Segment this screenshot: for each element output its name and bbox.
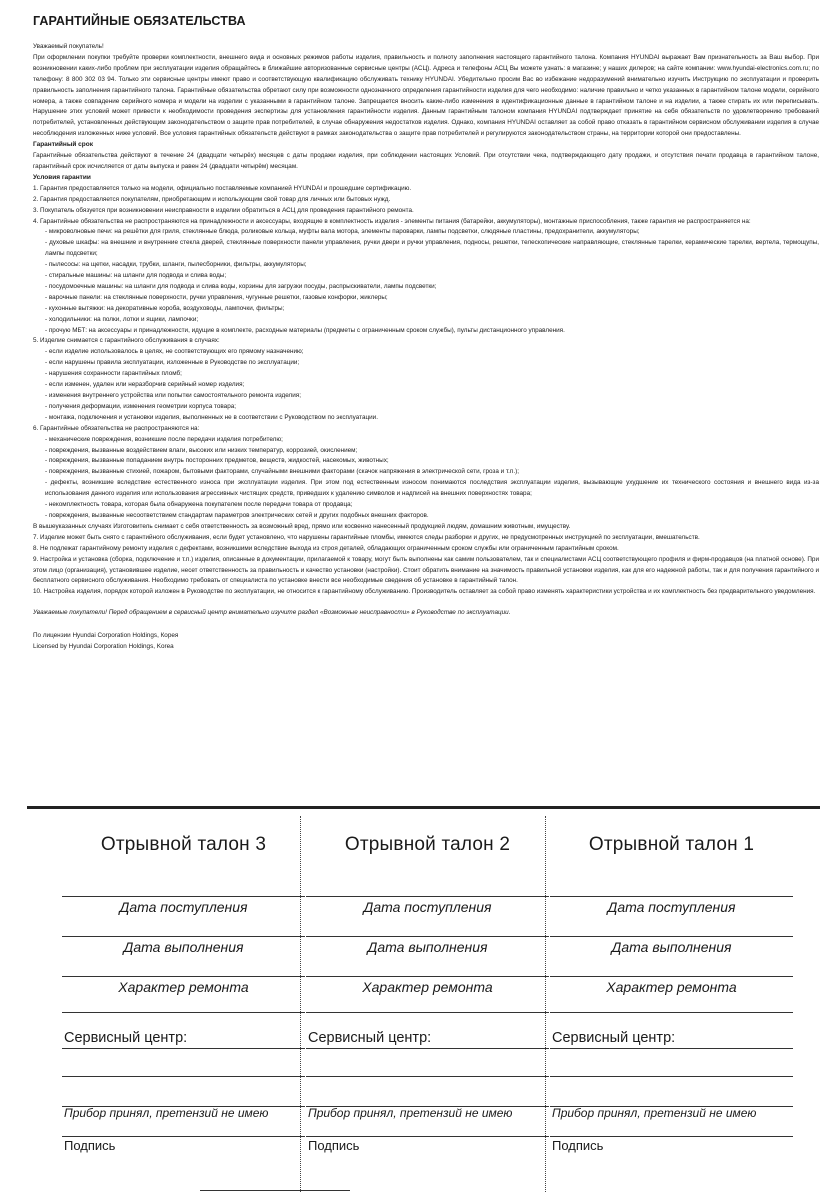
list-item: - повреждения, вызванные воздействием влаги, высоких или низких температур, коррозией, окислением; [45, 446, 358, 454]
date-received-label: Дата поступления [607, 899, 736, 915]
form-line [550, 896, 793, 897]
warranty-document [33, 14, 819, 653]
accepted-label: Прибор принял, претензий не имею [552, 1106, 757, 1120]
repair-type-label: Характер ремонта [606, 979, 737, 995]
form-line [62, 936, 305, 937]
form-line [306, 896, 549, 897]
form-line [306, 936, 549, 937]
service-center-label: Сервисный центр: [308, 1030, 432, 1046]
condition-6: 6. Гарантийные обязательства не распространяются на: [33, 424, 200, 432]
list-item: - посудомоечные машины: на шланги для подвода и слива воды, корзины для загрузки посуды, распрыскиватели, лампы подсветки; [45, 282, 437, 290]
form-line [550, 1076, 793, 1077]
list-item: - если изделие использовалось в целях, не соответствующих его прямому назначению; [45, 348, 304, 356]
list-item: - повреждения, вызванные несоответствием стандартам параметров электрических сетей и других подобных внешних факторов. [45, 511, 429, 519]
accepted-label: Прибор принял, претензий не имею [64, 1106, 269, 1120]
signature-label: Подпись [552, 1138, 604, 1153]
list-item: - прочую МБТ: на аксессуары и принадлежности, идущие в комплекте, расходные материалы (предметы с ограниченным сроком службы), пульты дистанционного управления. [45, 326, 565, 334]
form-line [306, 976, 549, 977]
form-line [550, 976, 793, 977]
form-line [550, 1136, 793, 1137]
form-line [550, 936, 793, 937]
list-item: - дефекты, возникшие вследствие естественного износа при эксплуатации изделия. При этом под естественным износом понимаются последствия эксплуатации изделия, вызывающие ухудшение их технического состояния и внешнего вида из-за использования данного изделия или использования агрессивных чистящих средств, приведших к удалению символов и надписей на внешних поверхностях товара; [45, 479, 819, 498]
form-line [62, 1076, 305, 1077]
tear-off-coupon-2 [306, 810, 549, 1192]
service-center-label: Сервисный центр: [552, 1030, 676, 1046]
page-title: ГАРАНТИЙНЫЕ ОБЯЗАТЕЛЬСТВА [33, 14, 246, 28]
form-line [62, 1136, 305, 1137]
list-item: - пылесосы: на щетки, насадки, трубки, шланги, пылесборники, фильтры, аккумуляторы; [45, 261, 307, 269]
signature-label: Подпись [308, 1138, 360, 1153]
date-completed-label: Дата выполнения [367, 939, 488, 955]
list-item: - некомплектность товара, которая была обнаружена покупателем после передачи товара от продавца; [45, 501, 353, 509]
form-line [62, 1012, 305, 1013]
condition-3: 3. Покупатель обязуется при возникновении неисправности в изделии обратиться в АСЦ для проведения гарантийного ремонта. [33, 206, 414, 214]
coupon-title: Отрывной талон 3 [100, 834, 267, 855]
intro-paragraph: При оформлении покупки требуйте проверки комплектности, внешнего вида и основных режимов работы изделия, правильность и полноту заполнения настоящего гарантийного талона. Компания HYUNDAI выражает Вам признательность за Ваш выбор. При возникновении каких-либо проблем при эксплуатации изделия обращайтесь в ближайшие авторизованные сервисные центры (АСЦ). Адреса и телефоны АСЦ Вы можете узнать: в магазине; у наших дилеров; на сайте компании: www.hyundai-electronics.com.ru; по телефону: 8 800 302 03 94. Только эти сервисные центры имеют право и соответствующую квалификацию обслуживать технику HYUNDAI. Убедительно просим Вас во избежание недоразумений внимательно изучить Инструкцию по эксплуатации и проверить правильность заполнения гарантийного талона. Гарантийные обязательства обретают силу при возможности однозначного определения гарантийности изделия для чего необходимо: наличие правильно и четко указанных в гарантийном талоне модели, серийного номера, а также совпадение серийного номера и модели на изделии с указанными в гарантийном талоне. Запрещается вносить какие-либо изменения в идентификационные данные в гарантийном талоне и на изделии, а также стирать их или переписывать. Нарушение этих условий может привести к необходимости проведения экспертизы для установления гарантийности изделия. Данным гарантийным талоном компания HYUNDAI подтверждает принятие на себя обязательств по удовлетворению требований потребителей, установленных действующим законодательством о защите прав потребителей, в случае обнаружения недостатков изделия. Однако, компания HYUNDAI оставляет за собой право отказать в гарантийном сервисном обслуживании изделия в случае несоблюдения изложенных ниже условий. Все условия гарантийных обязательств действуют в рамках законодательства о защите прав потребителей и регулируются законодательством страны, на территории которой они предоставлены. [33, 53, 819, 138]
list-item: - монтажа, подключения и установки изделия, выполненных не в соответствии с Руководством по эксплуатации. [45, 413, 378, 421]
list-item: - механические повреждения, возникшие после передачи изделия потребителю; [45, 435, 283, 443]
condition-10: 10. Настройка изделия, порядок которой изложен в Руководстве по эксплуатации, не относится к гарантийному обслуживанию. Производитель оставляет за собой право изменять характеристики устройства и их комплектность без предварительного уведомления. [33, 588, 816, 596]
condition-6-tail: В вышеуказанных случаях Изготовитель снимает с себя ответственность за возможный вред, прямо или косвенно нанесенный продукцией людям, домашним животным, имуществу. [33, 522, 571, 530]
bottom-line-stub [200, 1190, 350, 1191]
condition-4: 4. Гарантийные обязательства не распространяются на принадлежности и аксессуары, входящие в комплектность изделия - элементы питания (батарейки, аккумуляторы), монтажные приспособления, также гарантия не распространяется на: [33, 217, 751, 225]
repair-type-label: Характер ремонта [362, 979, 493, 995]
condition-1: 1. Гарантия предоставляется только на модели, официально поставляемые компанией HYUNDAI и прошедшие сертификацию. [33, 184, 412, 192]
warranty-period-text: Гарантийные обязательства действуют в течение 24 (двадцати четырёх) месяцев с даты продажи изделия, при соблюдении настоящих Условий. При отсутствии чека, подтверждающего дату продажи, и отсутствия печати продавца в гарантийном талоне, гарантийный срок исчисляется от даты выпуска и равен 24 (двадцати четырём) месяцам. [33, 152, 819, 170]
condition-9: 9. Настройка и установка (сборка, подключение и т.п.) изделия, описанные в документации, прилагаемой к товару, могут быть выполнены как самим пользователем, так и специалистами АСЦ соответствующего профиля и фирм-продавцов (на платной основе). При этом лицо (организация), установившее изделие, несет ответственность за правильность и качество установки (настройки). Стоит обратить внимание на значимость правильной установки изделия, как для его надежной работы, так и для получения гарантийного и бесплатного сервисного обслуживания. Необходимо требовать от специалиста по установке внести все необходимые сведения об установке в гарантийный талон. [33, 555, 819, 585]
form-line [550, 1012, 793, 1013]
list-item: - изменения внутреннего устройства или попытки самостоятельного ремонта изделия; [45, 392, 302, 399]
date-completed-label: Дата выполнения [123, 939, 244, 955]
form-line [306, 1012, 549, 1013]
list-item: - варочные панели: на стеклянные поверхности, ручки управления, чугунные решетки, газовые конфорки, жиклеры; [45, 293, 388, 301]
list-item: - если изменен, удален или неразборчив серийный номер изделия; [45, 381, 245, 389]
list-item: - получения деформации, изменения геометрии корпуса товара; [45, 402, 237, 410]
cut-divider [27, 806, 820, 809]
coupon-title: Отрывной талон 2 [344, 834, 511, 855]
list-item: - холодильники: на полки, лотки и ящики, лампочки; [45, 315, 199, 323]
form-line [306, 1048, 549, 1049]
form-line [62, 976, 305, 977]
form-line [306, 1136, 549, 1137]
license-ru: По лицензии Hyundai Corporation Holdings, Корея [33, 632, 179, 640]
accepted-label: Прибор принял, претензий не имею [308, 1106, 513, 1120]
list-item: - духовые шкафы: на внешние и внутренние стекла дверей, стеклянные поверхности панели управления, ручки двери и ручки управления, подносы, решетки, телескопические направляющие, стеклянные тарелки, керамические тарелки, вертела, термощупы, лампы подсветки; [45, 239, 819, 258]
form-line [550, 1048, 793, 1049]
list-item: - стиральные машины: на шланги для подвода и слива воды; [45, 272, 227, 280]
form-line [62, 896, 305, 897]
service-note: Уважаемые покупатели! Перед обращением в сервисный центр внимательно изучите раздел «Возможные неисправности» в Руководстве по эксплуатации. [33, 609, 511, 617]
condition-2: 2. Гарантия предоставляется покупателям, приобретающим и использующим свой товар для личных или бытовых нужд. [33, 195, 391, 203]
coupon-title: Отрывной талон 1 [588, 834, 755, 855]
condition-8: 8. Не подлежат гарантийному ремонту изделия с дефектами, возникшими вследствие выхода из строя деталей, обладающих ограниченным сроком службы или ограниченным гарантийным сроком. [33, 544, 619, 552]
date-completed-label: Дата выполнения [611, 939, 732, 955]
greeting: Уважаемый покупатель! [33, 43, 104, 50]
service-center-label: Сервисный центр: [64, 1030, 188, 1046]
warranty-period-heading: Гарантийный срок [33, 141, 93, 149]
list-item: - кухонные вытяжки: на декоративные короба, воздуховоды, лампочки, фильтры; [45, 304, 285, 312]
date-received-label: Дата поступления [119, 899, 248, 915]
list-item: - повреждения, вызванные попаданием внутрь посторонних предметов, веществ, жидкостей, насекомых, животных; [45, 457, 389, 465]
condition-7: 7. Изделие может быть снято с гарантийного обслуживания, если будет установлено, что нарушены гарантийные пломбы, имеются следы разборки и других, не предусмотренных инструкцией по эксплуатации, вмешательств. [33, 533, 700, 541]
tear-off-coupon-3 [62, 810, 305, 1192]
conditions-heading: Условия гарантии [33, 173, 91, 181]
date-received-label: Дата поступления [363, 899, 492, 915]
signature-label: Подпись [64, 1138, 116, 1153]
form-line [306, 1076, 549, 1077]
list-item: - микроволновые печи: на решётки для гриля, стеклянные блюда, роликовые кольца, муфты вала мотора, элементы пароварки, лампы подсветки, слюдяные пластины, предохранители, аккумуляторы; [45, 228, 640, 236]
list-item: - если нарушены правила эксплуатации, изложенные в Руководстве по эксплуатации; [45, 359, 300, 367]
repair-type-label: Характер ремонта [118, 979, 249, 995]
tear-off-coupon-1 [550, 810, 793, 1192]
form-line [62, 1048, 305, 1049]
license-en: Licensed by Hyundai Corporation Holdings, Korea [33, 643, 174, 651]
condition-5: 5. Изделие снимается с гарантийного обслуживания в случаях: [33, 337, 220, 345]
list-item: - повреждения, вызванные стихией, пожаром, бытовыми факторами, случайными внешними факторами (скачок напряжения в электрической сети, гроза и т.п.); [45, 468, 519, 476]
list-item: - нарушения сохранности гарантийных пломб; [45, 370, 182, 378]
